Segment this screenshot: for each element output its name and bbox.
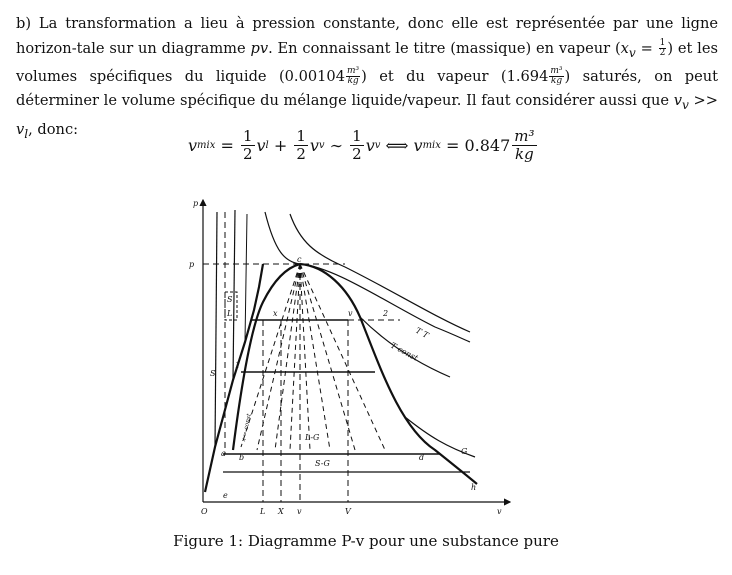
eq-rhs: v <box>413 135 423 155</box>
label-T-c: T T <box>414 325 430 340</box>
eq-unit-den: kg <box>515 144 534 163</box>
label-SG: S-G <box>315 459 330 468</box>
para-text-5: ) et du vapeur (1.694 <box>361 67 549 85</box>
pv-diagram <box>185 192 525 522</box>
isotherm-high <box>290 214 470 332</box>
unit-fraction-vapor <box>549 67 563 86</box>
eq-frac3-num: 1 <box>352 126 362 145</box>
saturated-liquid-curve <box>233 264 300 450</box>
para-text-7: >> <box>688 92 718 110</box>
eq-fraction-3 <box>350 128 364 163</box>
eq-lhs-sub: mix <box>197 139 216 151</box>
eq-term-vv2: v <box>365 135 375 155</box>
vv-symbol: v <box>673 92 682 110</box>
label-pc: p <box>189 260 195 269</box>
vv-subscript: v <box>681 98 689 113</box>
unit-liquid-denominator: kg <box>347 76 359 87</box>
eq-fraction-2 <box>294 128 308 163</box>
xv-symbol: x <box>620 39 629 57</box>
pv-diagram-figure <box>185 192 525 526</box>
pv-symbol: pv <box>250 39 269 57</box>
eq-unit-fraction <box>512 128 536 163</box>
vl-symbol: v <box>16 120 25 138</box>
mixture-volume-equation <box>188 122 539 168</box>
para-text-3: = <box>635 39 658 57</box>
half-denominator: 2 <box>659 48 666 58</box>
eq-unit-num: m³ <box>514 126 535 145</box>
solid-isotherm-3 <box>245 214 247 342</box>
eq-frac2-num: 1 <box>296 126 306 145</box>
solid-isotherm-2 <box>233 210 235 380</box>
label-v: v <box>497 507 502 516</box>
unit-fraction-liquid <box>346 67 360 86</box>
half-fraction <box>659 39 667 58</box>
eq-frac3-den: 2 <box>352 144 362 163</box>
label-c: c <box>297 255 302 264</box>
eq-rhs-sub: mix <box>422 139 441 151</box>
unit-vapor-denominator: kg <box>550 76 563 87</box>
para-text-8: , donc: <box>28 120 79 138</box>
solid-isotherm-1 <box>215 212 217 447</box>
label-L: L <box>260 507 266 516</box>
eq-iff: ⟺ <box>380 135 414 155</box>
label-vc: v <box>297 507 302 516</box>
para-text-4: ) et les volumes spécifiques du liquide (0.00104 <box>16 39 718 85</box>
eq-plus: + <box>268 135 293 155</box>
para-text-1: b) La transformation a lieu à pression constante, donc elle est représentée par une ligne horizon-tale sur un diagramme <box>16 15 718 57</box>
para-text-2: . En connaissant le titre (massique) en vapeur ( <box>268 39 621 57</box>
eq-term-vv2-sub: v <box>374 139 381 151</box>
eq-lhs: v <box>188 135 198 155</box>
label-x-const: x = const <box>240 413 253 443</box>
vl-subscript: l <box>24 126 29 141</box>
eq-fraction-1 <box>241 128 255 163</box>
eq-term-vv: v <box>309 135 319 155</box>
label-X: X <box>278 507 284 516</box>
label-two: 2 <box>383 309 389 318</box>
label-a: a <box>221 449 226 458</box>
eq-sim: ∼ <box>324 135 349 155</box>
label-S-box: S <box>227 295 233 304</box>
label-S-left: S <box>210 369 216 378</box>
xv-subscript: v <box>628 45 636 60</box>
label-L-box: L <box>227 309 233 318</box>
unit-liquid-numerator: m³ <box>347 66 360 77</box>
label-LG: L-G <box>305 433 320 442</box>
label-V: V <box>345 507 351 516</box>
eq-term-vl: v <box>256 135 266 155</box>
eq-frac1-den: 2 <box>242 144 253 163</box>
eq-frac2-den: 2 <box>296 144 306 163</box>
label-x-point: x <box>273 309 278 318</box>
label-h: h <box>471 483 477 492</box>
label-d: d <box>419 453 425 462</box>
eq-term-vv-sub: v <box>318 139 325 151</box>
eq-equals: = <box>215 135 239 155</box>
eq-frac1-num: 1 <box>242 126 253 145</box>
label-v-point: v <box>348 309 353 318</box>
eq-term-vl-sub: l <box>265 139 269 151</box>
label-p: p <box>193 199 199 208</box>
label-b: b <box>239 453 245 462</box>
label-origin: O <box>201 507 208 516</box>
label-T-const: T const <box>389 340 420 363</box>
unit-vapor-numerator: m³ <box>550 66 563 77</box>
half-numerator: 1 <box>659 38 666 48</box>
label-one: 1 <box>235 361 241 370</box>
label-e: e <box>223 491 228 500</box>
label-G: G <box>461 447 468 456</box>
figure-caption: Figure 1: Diagramme P-v pour une substance pure <box>173 532 559 550</box>
eq-value: = 0.847 <box>440 135 511 155</box>
para-text-6: ) saturés, on peut déterminer le volume spécifique du mélange liquide/vapeur. Il faut considérer aussi que <box>16 67 718 110</box>
saturated-vapor-curve <box>300 264 477 484</box>
